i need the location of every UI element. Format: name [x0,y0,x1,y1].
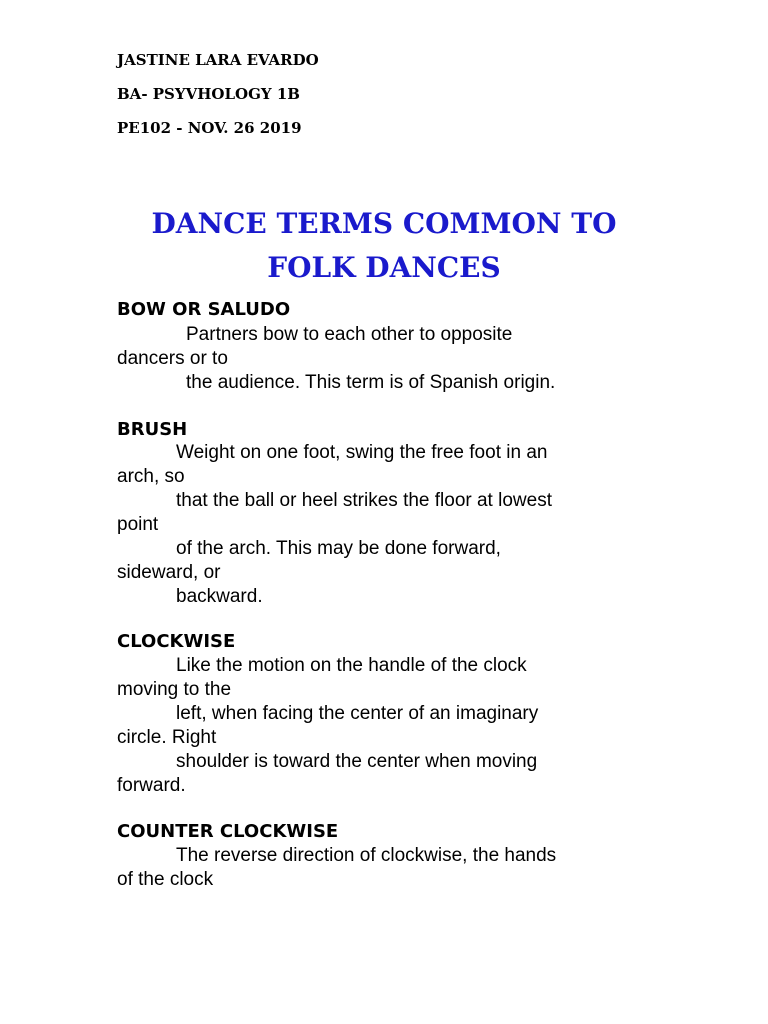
term-definition-line: moving to the [117,679,232,700]
term-heading-brush: BRUSH [117,419,188,440]
term-definition-line: The reverse direction of clockwise, the hands [176,845,557,866]
term-definition-line: Partners bow to each other to opposite [186,324,513,345]
term-heading-counter-clockwise: COUNTER CLOCKWISE [117,821,339,842]
student-course: BA- PSYVHOLOGY 1B [117,85,300,103]
term-definition-line: of the arch. This may be done forward, [176,538,501,559]
class-date: PE102 - NOV. 26 2019 [117,119,302,137]
term-definition-line: sideward, or [117,562,221,583]
term-heading-bow-or-saludo: BOW OR SALUDO [117,299,291,320]
term-definition-line: the audience. This term is of Spanish origin. [186,372,556,393]
term-definition-line: backward. [176,586,263,607]
student-name: JASTINE LARA EVARDO [117,51,319,69]
term-definition-line: shoulder is toward the center when moving [176,751,538,772]
page-title-line-1: DANCE TERMS COMMON TO [151,207,617,240]
page-title-line-2: FOLK DANCES [267,251,501,284]
term-definition-line: left, when facing the center of an imaginary [176,703,539,724]
term-definition-line: Like the motion on the handle of the clock [176,655,527,676]
term-definition-line: circle. Right [117,727,217,748]
term-definition-line: that the ball or heel strikes the floor at lowest [176,490,552,511]
term-definition-line: of the clock [117,869,214,890]
term-definition-line: Weight on one foot, swing the free foot in an [176,442,548,463]
term-definition-line: forward. [117,775,186,796]
term-heading-clockwise: CLOCKWISE [117,631,236,652]
term-definition-line: point [117,514,159,535]
term-definition-line: arch, so [117,466,185,487]
term-definition-line: dancers or to [117,348,228,369]
